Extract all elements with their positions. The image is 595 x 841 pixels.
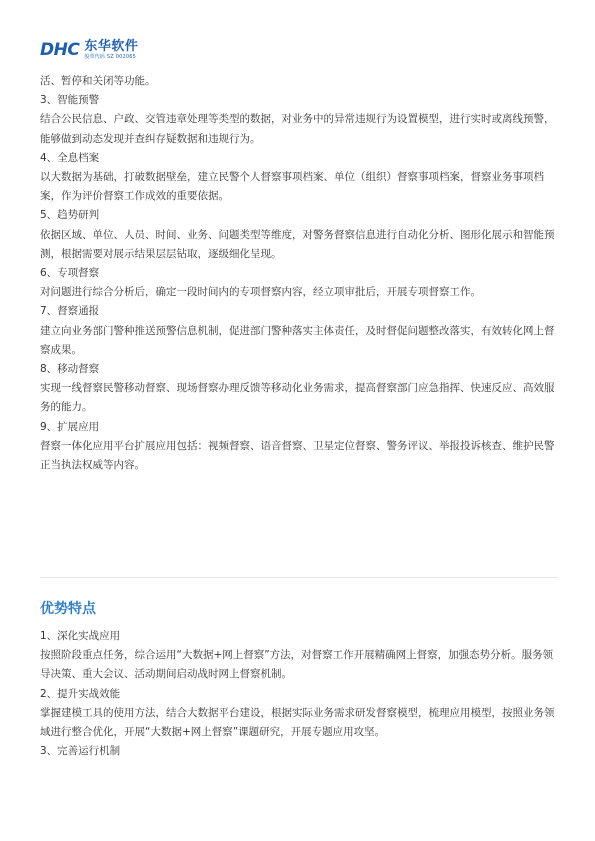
advantages-list bbox=[40, 627, 555, 761]
paragraph: 按照阶段重点任务，综合运用“大数据+网上督察”方法，对督察工作开展精确网上督察，加强态势分析。服务领导决策、重大会议、活动期间启动战时网上督察机制。 bbox=[40, 649, 554, 681]
company-logo bbox=[40, 37, 138, 63]
logo-mark: DHC bbox=[40, 40, 80, 60]
paragraph: 建立向业务部门警种推送预警信息机制，促进部门警种落实主体责任，及时督促问题整改落实，有效转化网上督察成果。 bbox=[40, 324, 555, 356]
advantage-title: 2、提升实战效能 bbox=[40, 687, 121, 700]
section-divider bbox=[40, 577, 558, 578]
paragraph: 实现一线督察民警移动督察、现场督察办理反馈等移动化业务需求，提高督察部门应急指挥、快速反应、高效服务的能力。 bbox=[40, 382, 555, 414]
advantage-title: 3、完善运行机制 bbox=[40, 745, 121, 758]
logo-text bbox=[84, 40, 138, 60]
feature-list bbox=[40, 72, 555, 475]
feature-title: 3、智能预警 bbox=[40, 94, 100, 107]
paragraph: 活、暂停和关闭等功能。 bbox=[40, 75, 156, 87]
paragraph: 督察一体化应用平台扩展应用包括：视频督察、语音督察、卫星定位督察、警务评议、举报投诉核查、维护民警正当执法权威等内容。 bbox=[40, 439, 555, 472]
stock-code: 股票代码 SZ 002065 bbox=[84, 54, 136, 60]
paragraph: 对问题进行综合分析后，确定一段时间内的专项督察内容，经立项审批后，开展专项督察工作。 bbox=[40, 286, 481, 299]
feature-title: 6、专项督察 bbox=[40, 267, 100, 280]
advantage-title: 1、深化实战应用 bbox=[40, 630, 121, 642]
feature-title: 7、督察通报 bbox=[40, 305, 100, 318]
paragraph: 依据区域、单位、人员、时间、业务、问题类型等维度，对警务督察信息进行自动化分析、图形化展示和智能预测，根据需要对展示结果层层钻取，逐级细化呈现。 bbox=[40, 228, 555, 260]
feature-title: 5、趋势研判 bbox=[40, 209, 100, 222]
feature-title: 4、全息档案 bbox=[40, 151, 100, 164]
feature-title: 8、移动督察 bbox=[40, 363, 100, 376]
paragraph: 结合公民信息、户政、交管违章处理等类型的数据，对业务中的异常违规行为设置模型，进行实时或离线预警，能够做到动态发现并查纠存疑数据和违规行为。 bbox=[40, 113, 555, 145]
section-heading: 优势特点 bbox=[40, 601, 96, 617]
paragraph: 以大数据为基础，打破数据壁垒，建立民警个人督察事项档案、单位（组织）督察事项档案，督察业务事项档案，作为评价督察工作成效的重要依据。 bbox=[40, 171, 544, 203]
feature-title: 9、扩展应用 bbox=[40, 420, 100, 433]
paragraph: 掌握建模工具的使用方法，结合大数据平台建设，根据实际业务需求研发督察模型，梳理应用模型，按照业务领域进行整合优化，开展“大数据+网上督察”课题研究，开展专题应用攻坚。 bbox=[40, 706, 555, 739]
company-name: 东华软件 bbox=[84, 39, 139, 54]
